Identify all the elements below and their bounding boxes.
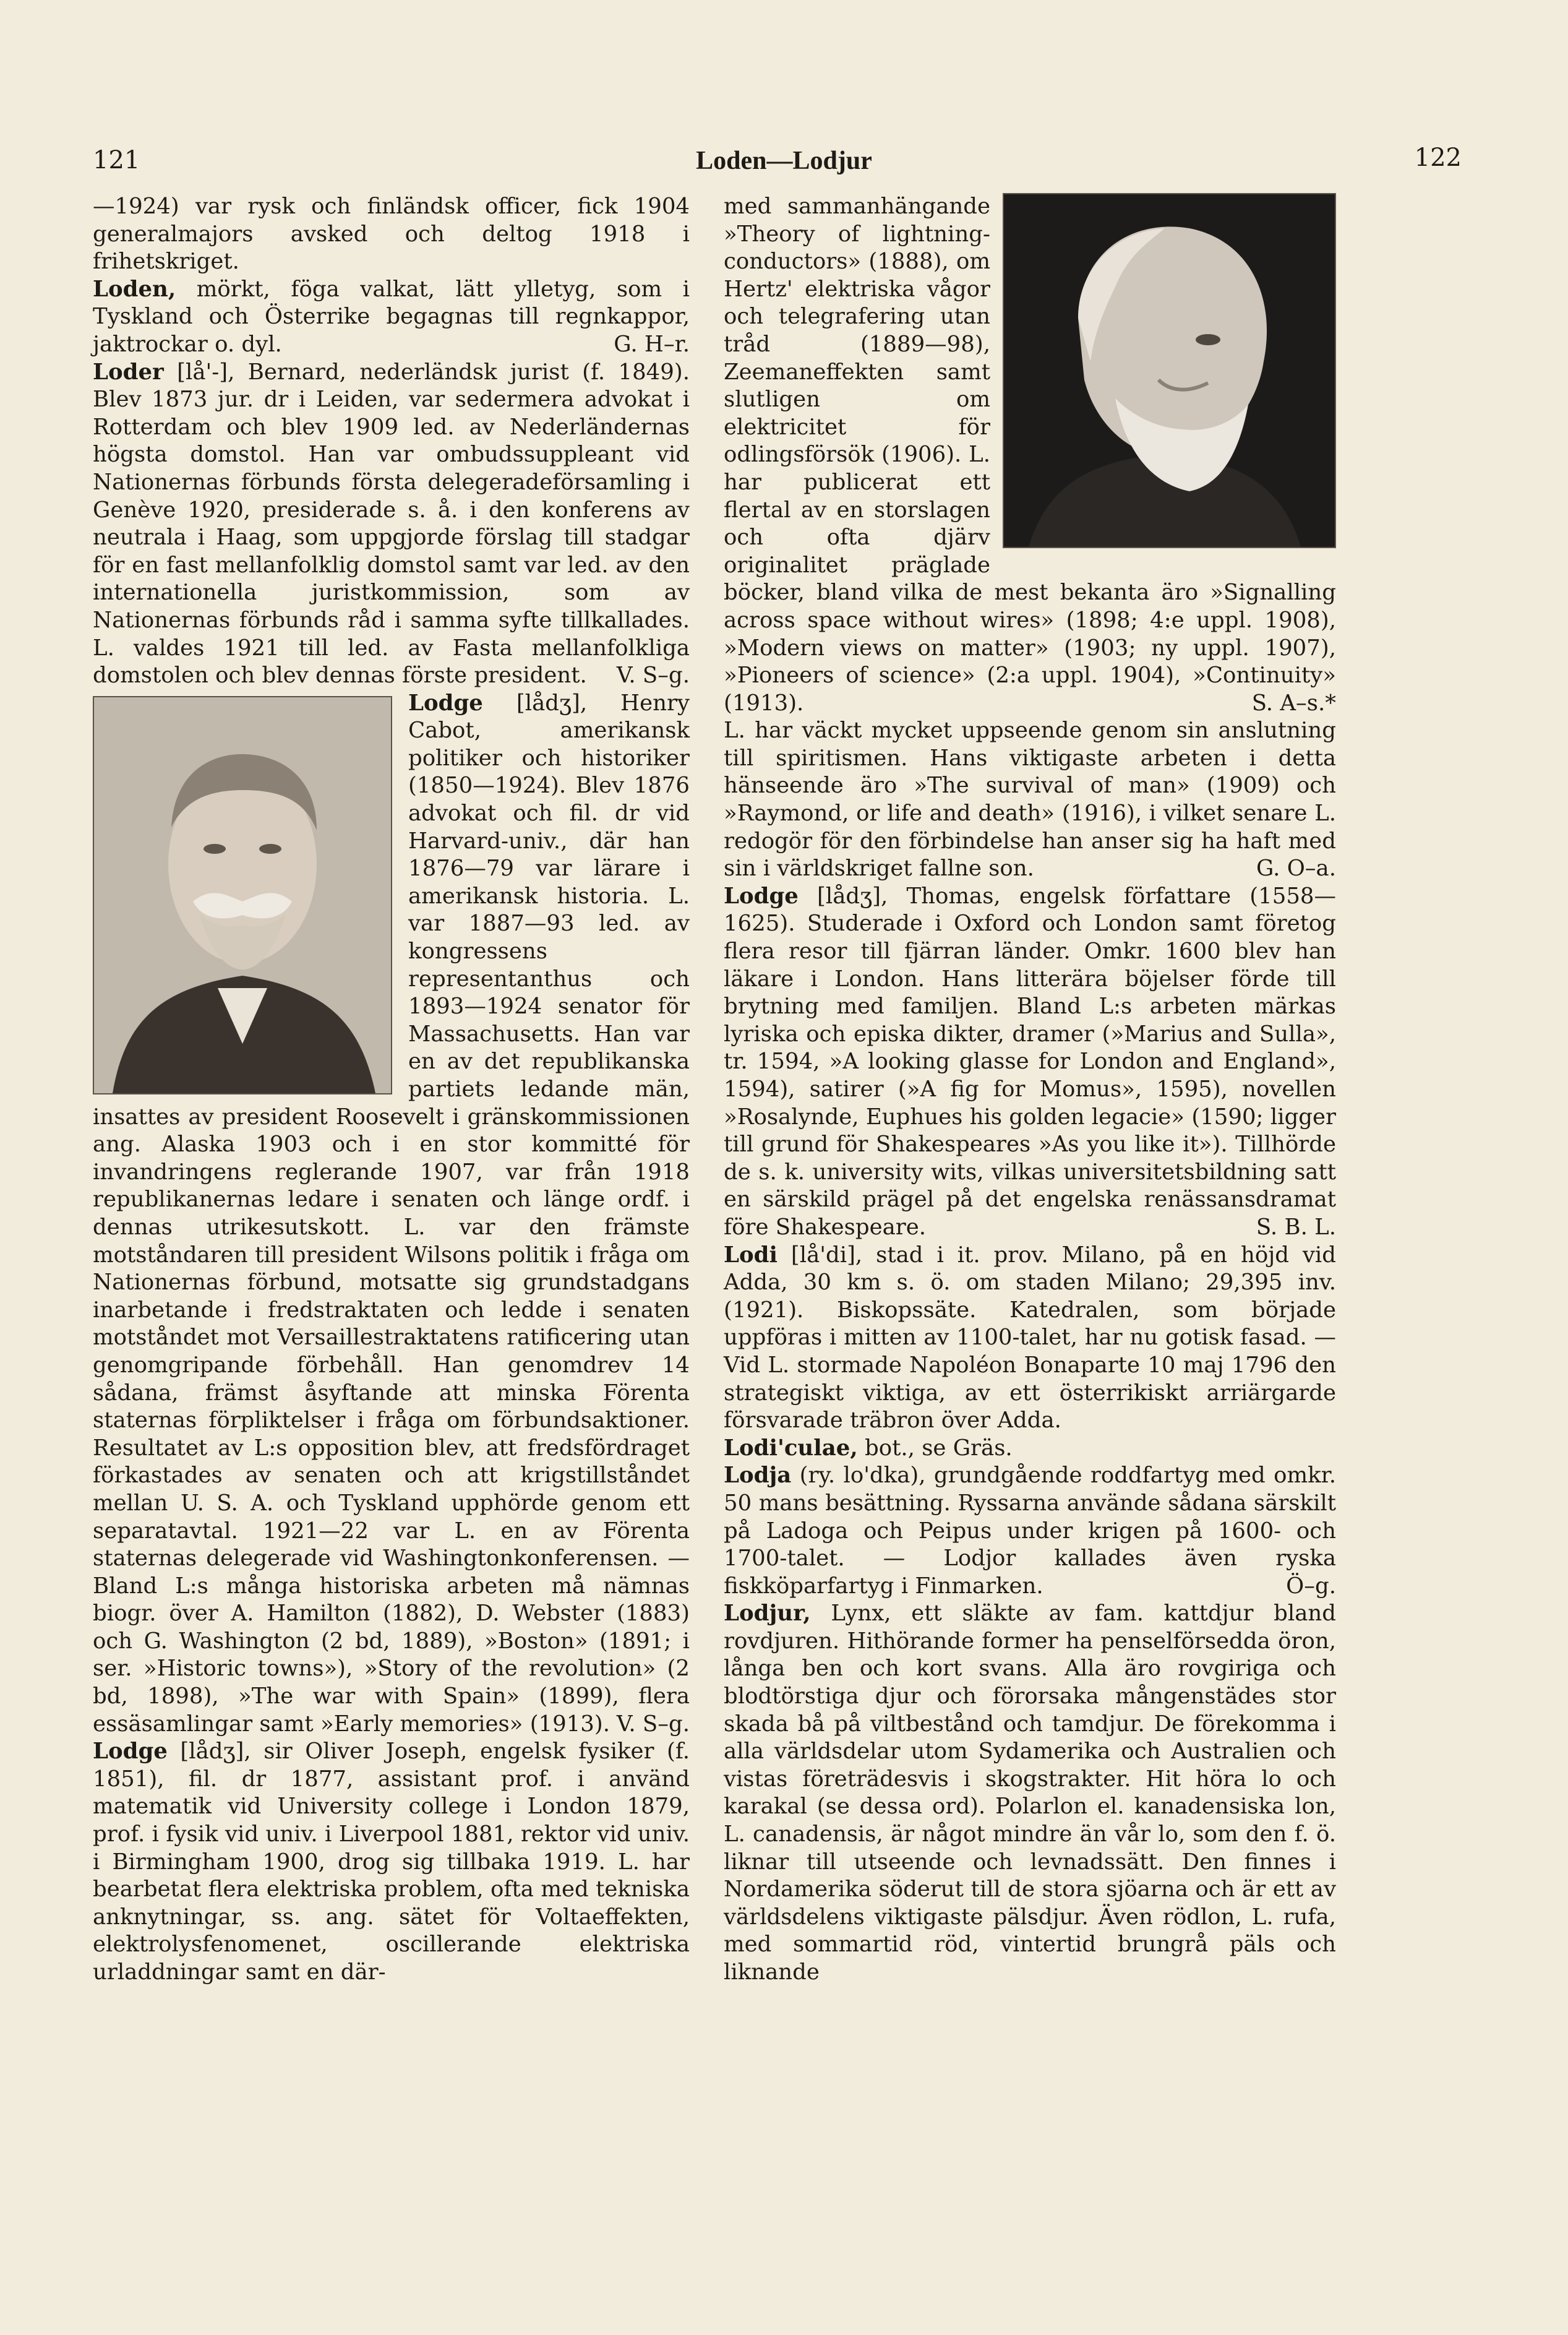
entry-text: [lådʒ], Thomas, engelsk författare (1558—1625). Studerade i Oxford och London samt företog flera resor till fjärran länder. Omkr. 1600 blev han läkare i London. Hans litterära böjelser förde till brytning med familjen. Bland L:s arbeten märkas lyriska och episka dikter, dramer (»Marius and Sulla», tr. 1594, »A looking glasse for London and England», 1594), satirer (»A fig for Momus», 1595), novellen »Rosalynde, Euphues his golden legacie» (1590; ligger till grund för Shakespeares »As you like it»). Tillhörde de s. k. university wits, vilkas universitetsbildning satt en särskild prägel på det engelska renässansdramat före Shakespeare. [724,883,1336,1240]
entry-loden [93,276,690,359]
entry-lodja [724,1462,1336,1600]
headword: Lodjur, [724,1601,811,1627]
signature: V. S–g. [616,1711,690,1737]
entry-text: bot., se Gräs. [857,1435,1013,1461]
headword: Lodi [724,1242,778,1268]
entry-text: —1924) var rysk och finländsk officer, fick 1904 generalmajors avsked och deltog 1918 i frihetskriget. [93,194,690,275]
signature: V. S–g. [616,663,690,689]
signature: G. H–r. [614,331,690,357]
left-column [93,193,690,1987]
signature: G. O–a. [1256,856,1336,882]
entry-continuation [93,193,690,276]
portrait-photo-henry-cabot-lodge [93,696,392,1094]
headword: Loder [93,359,164,385]
entry-text: Lynx, ett släkte av fam. kattdjur bland rovdjuren. Hithörande former ha penselförsedda öron, långa ben och kort svans. Alla äro rovgiriga och blodtörstiga djur och förorsaka mångenstädes stor skada bå på viltbestånd och tamdjur. De förekomma i alla världsdelar utom Sydamerika och Australien och vistas företrädesvis i skogstrakter. Hit höra lo och karakal (se dessa ord). Polarlon el. kanadensiska lon, L. canadensis, är något mindre än vår lo, som den f. ö. liknar till utseende och levnadssätt. Den finnes i Nordamerika söderut till de stora sjöarna och är ett av världsdelens viktigaste pälsdjur. Även rödlon, L. rufa, med sommartid röd, vintertid brungrå päls och liknande [724,1601,1336,1985]
headword: Lodge [93,1739,168,1765]
headword: Lodge [408,690,483,716]
entry-text: med sammanhängande »Theory of lightning-conductors» (1888), om Hertz' elektriska vågor och telegrafering utan tråd (1889—98), Zeemaneffekten samt slutligen om elektricitet för odlingsförsök (1906). L. har publicerat ett flertal av en storslagen och ofta djärv originalitet präglade böcker, bland vilka de mest bekanta äro »Signalling across space without wires» (1898; 4:e uppl. 1908), »Modern views on matter» (1903; ny uppl. 1907), »Pioneers of science» (2:a uppl. 1904), »Continuity» (1913). [724,194,1336,716]
entry-text: [lå'-], Bernard, nederländsk jurist (f. 1849). Blev 1873 jur. dr i Leiden, var sedermera advokat i Rotterdam och blev 1909 led. av Nederländernas högsta domstol. Han var ombudssuppleant vid Nationernas förbunds första delegeradeförsamling i Genève 1920, presiderade s. å. i den konferens av neutrala i Haag, som uppgjorde förslag till stadgar för en fast mellanfolklig domstol samt var led. av den internationella juristkommission, som av Nationernas förbunds råd i samma syfte tillkallades. L. valdes 1921 till led. av Fasta mellanfolkliga domstolen och blev dennas förste president. [93,359,690,689]
entry-lodge-thomas [724,883,1336,1242]
signature: S. A–s.* [1251,690,1336,716]
right-column [724,193,1336,1987]
entry-text: L. har väckt mycket uppseende genom sin anslutning till spiritismen. Hans viktigaste arbeten i detta hänseende äro »The survival of man» (1909) och »Raymond, or life and death» (1916), i vilket senare L. redogör för den förbindelse han anser sig ha haft med sin i världskriget fallne son. [724,718,1336,882]
headword: Loden, [93,276,176,302]
entry-lodjur [724,1600,1336,1986]
page-number-right: 122 [1414,144,1462,172]
entry-text: mörkt, föga valkat, lätt ylletyg, som i Tyskland och Österrike begagnas till regnkappor, jaktrockar o. dyl. [93,276,690,357]
entry-text: [lå'di], stad i it. prov. Milano, på en höjd vid Adda, 30 km s. ö. om staden Milano; 29,395 inv. (1921). Biskopssäte. Katedralen, som började uppföras i mitten av 1100-talet, har nu gotisk fasad. — Vid L. stormade Napoléon Bonaparte 10 maj 1796 den strategiskt viktiga, av ett österrikiskt arriärgarde försvarade träbron över Adda. [724,1242,1336,1434]
entry-text: (ry. lo'dka), grundgående roddfartyg med omkr. 50 mans besättning. Ryssarna använde sådana särskilt på Ladoga och Peipus under krigen på 1600- och 1700-talet. — Lodjor kallades även ryska fiskköparfartyg i Finmarken. [724,1463,1336,1599]
running-head: Loden—Lodjur [696,147,872,175]
headword: Lodja [724,1463,792,1489]
page-number-left: 121 [93,146,140,174]
entry-lodiculae [724,1435,1336,1463]
headword: Lodge [724,883,799,909]
headword: Lodi'culae, [724,1435,858,1461]
entry-text: [lådʒ], sir Oliver Joseph, engelsk fysiker (f. 1851), fil. dr 1877, assistant prof. i använd matematik vid University college i London 1879, prof. i fysik vid univ. i Liverpool 1881, rektor vid univ. i Birmingham 1900, drog sig tillbaka 1919. L. har bearbetat flera elektriska problem, ofta med tekniska anknytningar, ss. ang. sätet för Voltaeffekten, elektrolysfenomenet, oscillerande elektriska urladdningar samt en där- [93,1739,690,1985]
entry-lodge-oliver-joseph [93,1738,690,1986]
entry-lodi [724,1242,1336,1435]
signature: Ö–g. [1286,1573,1336,1599]
entry-loder [93,359,690,690]
entry-lodge-oliver-spiritism [724,717,1336,883]
signature: S. B. L. [1256,1214,1336,1240]
portrait-photo-oliver-lodge [1003,193,1336,548]
entry-text: [lådʒ], Henry Cabot, amerikansk politiker och historiker (1850—1924). Blev 1876 advokat och fil. dr vid Harvard-univ., där han 1876—79 var lärare i amerikansk historia. L. var 1887—93 led. av kongressens representanthus och 1893—1924 senator för Massachusetts. Han var en av det republikanska partiets ledande män, insattes av president Roosevelt i gränskommissionen ang. Alaska 1903 och i en stor kommitté för invandringens reglerande 1907, var från 1918 republikanernas ledare i senaten och länge ordf. i dennas utrikesutskott. L. var den främste motståndaren till president Wilsons politik i fråga om Nationernas förbund, motsatte sig grundstadgans inarbetande i fredstraktaten och ledde i senaten motståndet mot Versaillestraktatens ratificering utan genomgripande förbehåll. Han genomdrev 14 sådana, främst åsyftande att minska Förenta staternas förpliktelser i fråga om förbundsaktioner. Resultatet av L:s opposition blev, att fredsfördraget förkastades av senaten och att krigstillståndet mellan U. S. A. och Tyskland upphörde genom ett separatavtal. 1921—22 var L. en av Förenta staternas delegerade vid Washingtonkonferensen. — Bland L:s många historiska arbeten må nämnas biogr. över A. Hamilton (1882), D. Webster (1883) och G. Washington (2 bd, 1889), »Boston» (1891; i ser. »Historic towns»), »Story of the revolution» (2 bd, 1898), »The war with Spain» (1899), flera essäsamlingar samt »Early memories» (1913). [93,690,690,1737]
